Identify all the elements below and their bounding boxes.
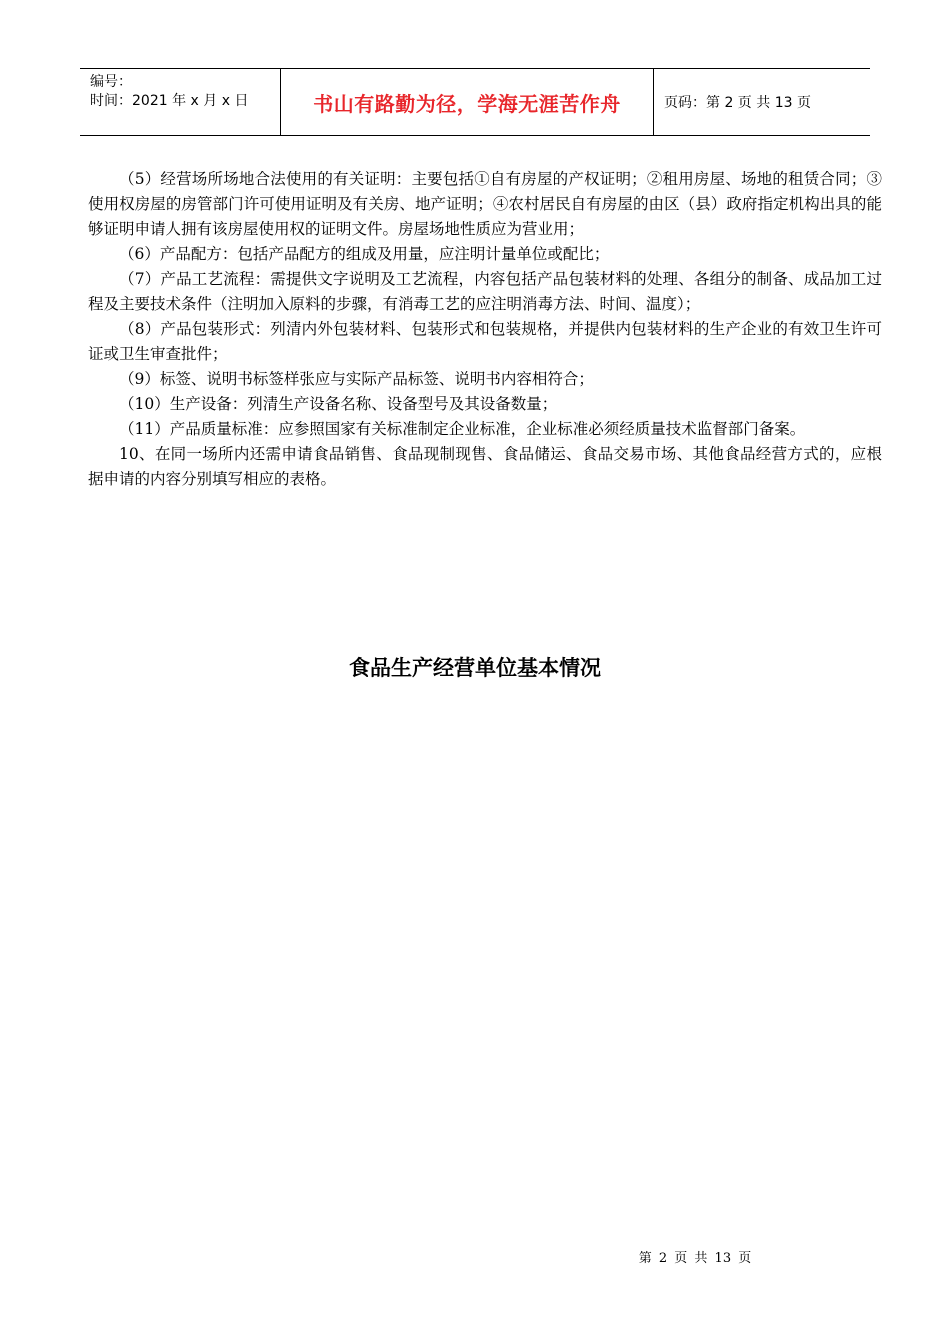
paragraph-process-flow: （7）产品工艺流程：需提供文字说明及工艺流程，内容包括产品包装材料的处理、各组分的制备、成品加工过程及主要技术条件（注明加入原料的步骤，有消毒工艺的应注明消毒方法、时间、温度）； bbox=[88, 270, 882, 313]
paragraph-product-formula: （6）产品配方：包括产品配方的组成及用量，应注明计量单位或配比； bbox=[119, 245, 610, 263]
header-motto: 书山有路勤为径，学海无涯苦作舟 bbox=[281, 69, 654, 135]
paragraph-business-premises: （5）经营场所场地合法使用的有关证明：主要包括①自有房屋的产权证明；②租用房屋、场地的租赁合同；③使用权房屋的房管部门许可使用证明及有关房、地产证明；④农村居民自有房屋的由区（县）政府指定机构出具的能够证明申请人拥有该房屋使用权的证明文件。房屋场地性质应为营业用； bbox=[88, 170, 882, 238]
paragraph-equipment: （10）生产设备：列清生产设备名称、设备型号及其设备数量； bbox=[119, 395, 558, 413]
header-meta-cell bbox=[80, 69, 281, 135]
paragraph-packaging: （8）产品包装形式：列清内外包装材料、包装形式和包装规格，并提供内包装材料的生产企业的有效卫生许可证或卫生审查批件； bbox=[88, 320, 882, 363]
paragraph-other-business: 10、在同一场所内还需申请食品销售、食品现制现售、食品储运、食品交易市场、其他食品经营方式的，应根据申请的内容分别填写相应的表格。 bbox=[88, 445, 882, 488]
header-page-info: 页码：第 2 页 共 13 页 bbox=[664, 95, 811, 111]
page-footer: 第 2 页 共 13 页 bbox=[638, 1251, 752, 1266]
page-header bbox=[80, 68, 870, 136]
document-date: 时间：2021 年 x 月 x 日 bbox=[90, 93, 249, 109]
paragraph-quality-standard: （11）产品质量标准：应参照国家有关标准制定企业标准，企业标准必须经质量技术监督部门备案。 bbox=[119, 420, 806, 438]
document-number-label: 编号： bbox=[90, 74, 132, 90]
section-title: 食品生产经营单位基本情况 bbox=[349, 656, 601, 680]
paragraph-labels: （9）标签、说明书标签样张应与实际产品标签、说明书内容相符合； bbox=[119, 370, 594, 388]
document-body bbox=[88, 167, 882, 492]
